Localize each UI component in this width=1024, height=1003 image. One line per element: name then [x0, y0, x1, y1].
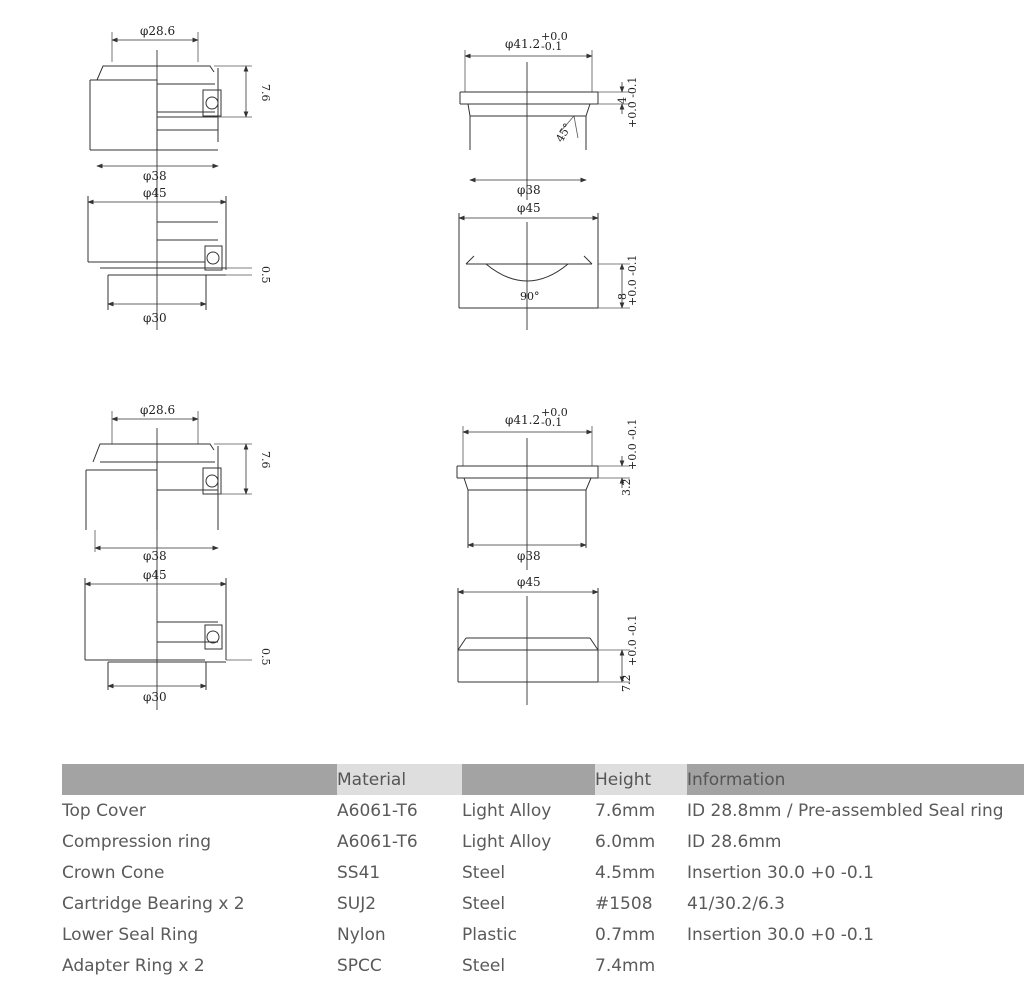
table-row [62, 950, 1024, 981]
cell-part: Compression ring [62, 831, 211, 852]
br-mid-width: φ38 [517, 549, 541, 563]
bl-bottom-width: φ30 [143, 690, 167, 704]
tl-top-height: 7.6 [259, 84, 272, 102]
bl-low-height: 0.5 [259, 648, 272, 666]
cell-height: 6.0mm [595, 831, 656, 852]
cell-type: Light Alloy [462, 800, 552, 821]
spec-table [62, 764, 1024, 981]
tr-top-tol-upper: +0.0 [541, 30, 568, 43]
table-row [62, 857, 1024, 888]
header-information: Information [687, 764, 1024, 795]
header-height: Height [595, 764, 687, 795]
cell-information: ID 28.6mm [687, 831, 782, 852]
cell-type: Steel [462, 893, 506, 914]
cell-part: Top Cover [62, 800, 146, 821]
tr-mid-width: φ38 [517, 183, 541, 197]
tl-top-width: φ28.6 [140, 24, 176, 38]
table-row [62, 919, 1024, 950]
tl-mid-width: φ38 [143, 169, 167, 183]
tr-height-tol: +0.0 -0.1 [626, 76, 639, 128]
cell-height: #1508 [595, 893, 653, 914]
tr-low-height: 8 [616, 293, 629, 300]
cell-type: Steel [462, 862, 506, 883]
tr-top-width: φ41.2 [505, 37, 541, 51]
table-row [62, 795, 1024, 826]
cell-information: Insertion 30.0 +0 -0.1 [687, 862, 874, 883]
cell-material: A6061-T6 [337, 831, 418, 852]
cell-height: 7.4mm [595, 955, 656, 976]
cell-part: Lower Seal Ring [62, 924, 199, 945]
cell-part: Crown Cone [62, 862, 165, 883]
cell-part: Cartridge Bearing x 2 [62, 893, 245, 914]
cell-material: A6061-T6 [337, 800, 418, 821]
cell-information: Insertion 30.0 +0 -0.1 [687, 924, 874, 945]
bl-top-height: 7.6 [259, 451, 272, 469]
tr-low-angle: 90° [520, 290, 540, 303]
cell-information: 41/30.2/6.3 [687, 893, 785, 914]
cell-material: SPCC [337, 955, 382, 976]
bl-mid-width: φ38 [143, 549, 167, 563]
tl-low-height: 0.5 [259, 266, 272, 284]
table-header-row [62, 764, 1024, 795]
drawing-bottom-right [457, 406, 639, 705]
cell-height: 4.5mm [595, 862, 656, 883]
cell-part: Adapter Ring x 2 [62, 955, 205, 976]
tr-top-tol-lower: -0.1 [541, 40, 563, 53]
cell-material: Nylon [337, 924, 386, 945]
tl-low-width: φ45 [143, 186, 167, 200]
cell-information [687, 950, 1024, 981]
bl-top-width: φ28.6 [140, 403, 176, 417]
header-material: Material [337, 764, 462, 795]
br-low-height-tol: +0.0 -0.1 [626, 614, 639, 666]
table-row [62, 826, 1024, 857]
cell-material: SUJ2 [337, 893, 377, 914]
cell-material: SS41 [337, 862, 381, 883]
cell-height: 0.7mm [595, 924, 656, 945]
header-type [462, 764, 595, 795]
tr-top-height: 4 [616, 97, 629, 104]
cell-information: ID 28.8mm / Pre-assembled Seal ring [687, 800, 1004, 821]
cell-type: Steel [462, 955, 506, 976]
cell-height: 7.6mm [595, 800, 656, 821]
bl-low-width: φ45 [143, 568, 167, 582]
cell-type: Plastic [462, 924, 517, 945]
tl-bottom-width: φ30 [143, 311, 167, 325]
br-top-height: 3.2 [620, 478, 633, 496]
br-low-height: 7.2 [620, 674, 633, 692]
drawing-top-right [459, 30, 639, 330]
br-top-tol-upper: +0.0 [541, 406, 568, 419]
drawing-top-left [88, 24, 272, 330]
tr-angle: 45° [553, 121, 575, 145]
br-top-tol-lower: -0.1 [541, 416, 563, 429]
tr-low-height-tol: +0.0 -0.1 [626, 254, 639, 306]
tr-low-width: φ45 [517, 201, 541, 215]
table-row [62, 888, 1024, 919]
header-part [62, 764, 337, 795]
br-height-tol: +0.0 -0.1 [626, 418, 639, 470]
cell-type: Light Alloy [462, 831, 552, 852]
drawing-bottom-left [85, 403, 272, 710]
br-low-width: φ45 [517, 575, 541, 589]
br-top-width: φ41.2 [505, 413, 541, 427]
